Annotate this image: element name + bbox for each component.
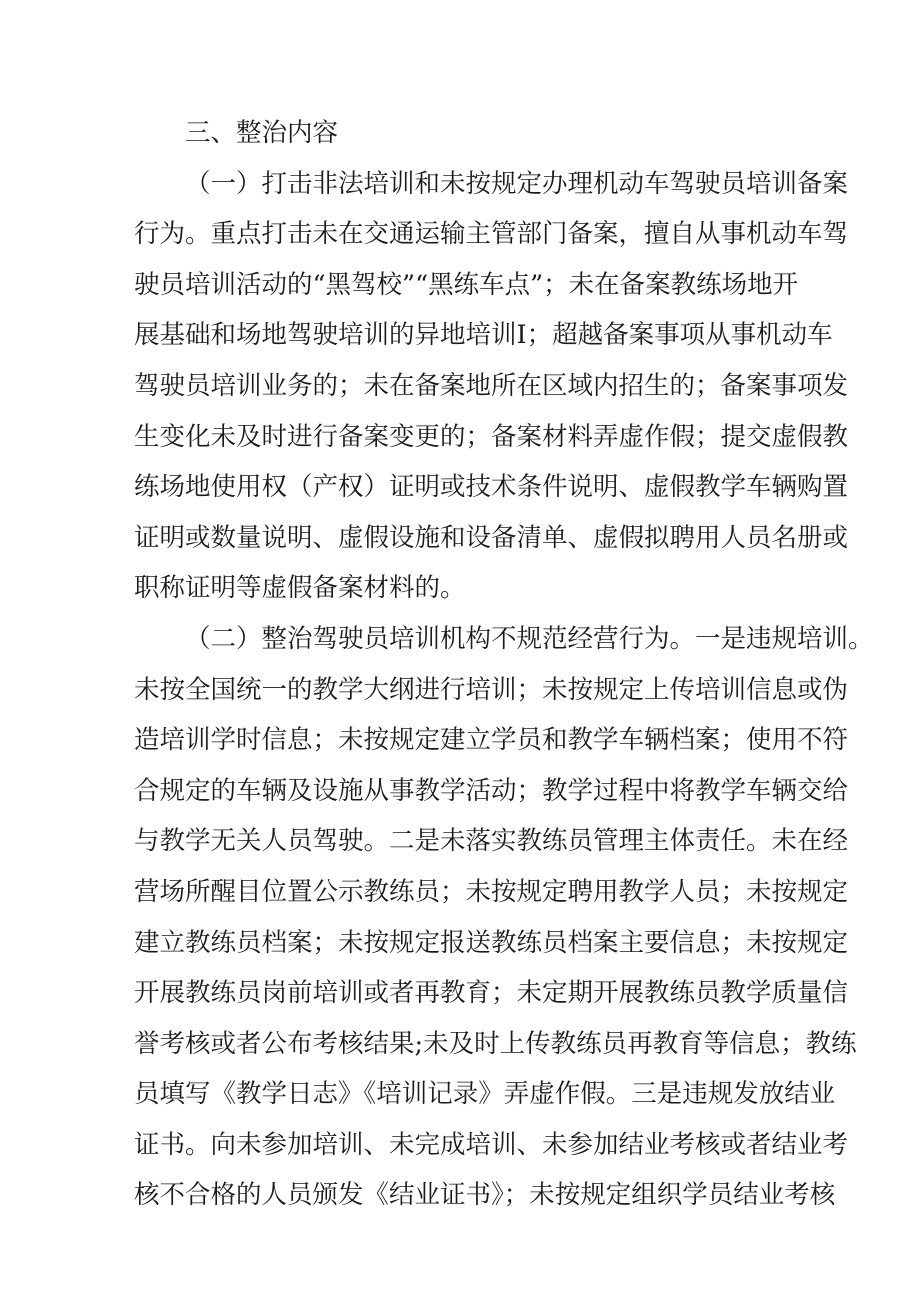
paragraph-line: 驾驶员培训业务的；未在备案地所在区域内招生的；备案事项发 [134,370,849,401]
paragraph-line: 行为。重点打击未在交通运输主管部门备案，擅自从事机动车驾 [134,219,849,250]
paragraph-line: （一）打击非法培训和未按规定办理机动车驾驶员培训备案 [185,168,849,199]
document-body [134,108,874,1221]
paragraph-line: 员填写《教学日志》《培训记录》弄虚作假。三是违规发放结业 [134,1079,836,1110]
paragraph-line: 证明或数量说明、虚假设施和设备清单、虚假拟聘用人员名册或 [134,522,849,553]
paragraph-line: 建立教练员档案；未按规定报送教练员档案主要信息；未按规定 [134,927,849,958]
paragraph-line: 开展教练员岗前培训或者再教育；未定期开展教练员教学质量信 [134,978,849,1009]
paragraph-1 [134,159,849,614]
paragraph-line: 誉考核或者公布考核结果;未及时上传教练员再教育等信息；教练 [134,1028,857,1059]
paragraph-line: 营场所醒目位置公示教练员；未按规定聘用教学人员；未按规定 [134,876,849,907]
paragraph-line: 核不合格的人员颁发《结业证书》；未按规定组织学员结业考核 [134,1180,836,1211]
paragraph-line: 练场地使用权（产权）证明或技术条件说明、虚假教学车辆购置 [134,472,849,503]
paragraph-line: 造培训学时信息；未按规定建立学员和教学车辆档案；使用不符 [134,725,849,756]
section-heading: 三、整治内容 [185,118,339,148]
paragraph-line: 合规定的车辆及设施从事教学活动；教学过程中将教学车辆交给 [134,775,849,806]
paragraph-line: 驶员培训活动的“黑驾校”“黑练车点”；未在备案教练场地开 [134,269,799,300]
paragraph-line: 职称证明等虚假备案材料的。 [134,573,466,604]
paragraph-line: 展基础和场地驾驶培训的异地培训I；超越备案事项从事机动车 [134,320,833,351]
paragraph-2 [134,614,874,1221]
paragraph-line: 与教学无关人员驾驶。二是未落实教练员管理主体责任。未在经 [134,826,849,857]
paragraph-line: （二）整治驾驶员培训机构不规范经营行为。一是违规培训。 [185,623,874,654]
paragraph-line: 生变化未及时进行备案变更的；备案材料弄虚作假；提交虚假教 [134,421,849,452]
paragraph-line: 证书。向未参加培训、未完成培训、未参加结业考核或者结业考 [134,1129,849,1160]
paragraph-line: 未按全国统一的教学大纲进行培训；未按规定上传培训信息或伪 [134,674,849,705]
